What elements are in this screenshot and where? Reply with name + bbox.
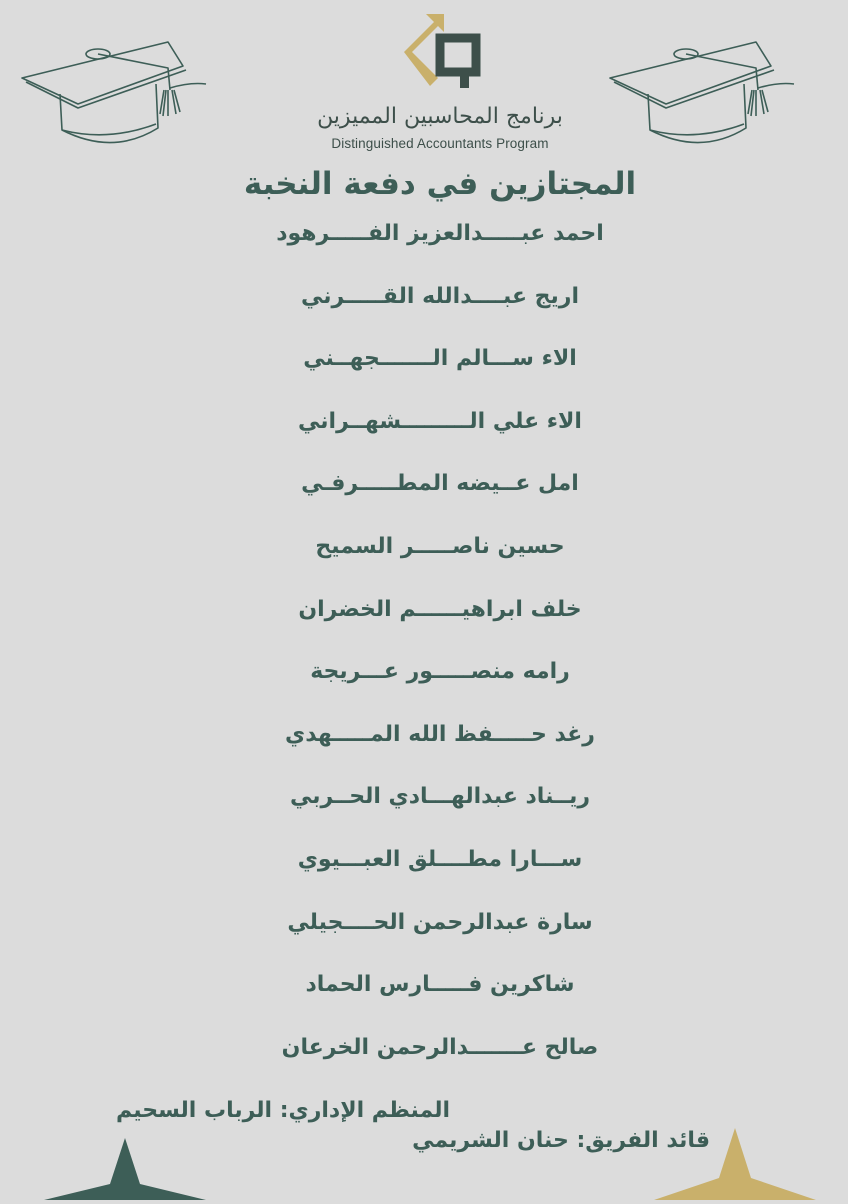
list-item: احمد عبـــــدالعزيز الفـــــرهود bbox=[276, 221, 604, 246]
list-item: الاء علي الـــــــــشهــراني bbox=[298, 408, 582, 434]
graduates-list bbox=[200, 216, 680, 1092]
list-item: رامه منصـــــور عـــريجة bbox=[310, 659, 570, 685]
graduation-cap-icon bbox=[18, 38, 218, 150]
list-item: ســـارا مطــــلق العبـــيوي bbox=[297, 846, 583, 872]
program-name-english: Distinguished Accountants Program bbox=[331, 136, 549, 151]
list-item: خلف ابراهيــــــم الخضران bbox=[298, 596, 582, 622]
list-item: شاكرين فـــــارس الحماد bbox=[305, 972, 575, 998]
organizer-credit: المنظم الإداري: الرباب السحيم bbox=[116, 1098, 450, 1123]
list-item: امل عــيضه المطـــــرفـي bbox=[301, 471, 579, 497]
list-item: حسين ناصـــــر السميح bbox=[315, 533, 565, 559]
program-logo-icon bbox=[398, 8, 490, 92]
list-item: الاء ســـالم الـــــــجهــني bbox=[303, 346, 577, 372]
list-item: ريــناد عبدالهـــادي الحــربي bbox=[289, 784, 591, 810]
star-icon bbox=[40, 1138, 210, 1204]
team-lead-credit: قائد الفريق: حنان الشريمي bbox=[412, 1128, 710, 1153]
list-item: صالح عـــــــدالرحمن الخرعان bbox=[281, 1034, 599, 1060]
list-item: اريج عبــــدالله القـــــرني bbox=[301, 283, 579, 309]
page-title: المجتازين في دفعة النخبة bbox=[243, 166, 637, 202]
star-icon bbox=[650, 1128, 820, 1204]
program-name-arabic: برنامج المحاسبين المميزين bbox=[317, 104, 563, 129]
list-item: سارة عبدالرحمن الحــــجيلي bbox=[287, 909, 593, 935]
graduation-cap-icon bbox=[606, 38, 806, 150]
list-item: رغد حـــــفظ الله المـــــهدي bbox=[285, 721, 595, 747]
